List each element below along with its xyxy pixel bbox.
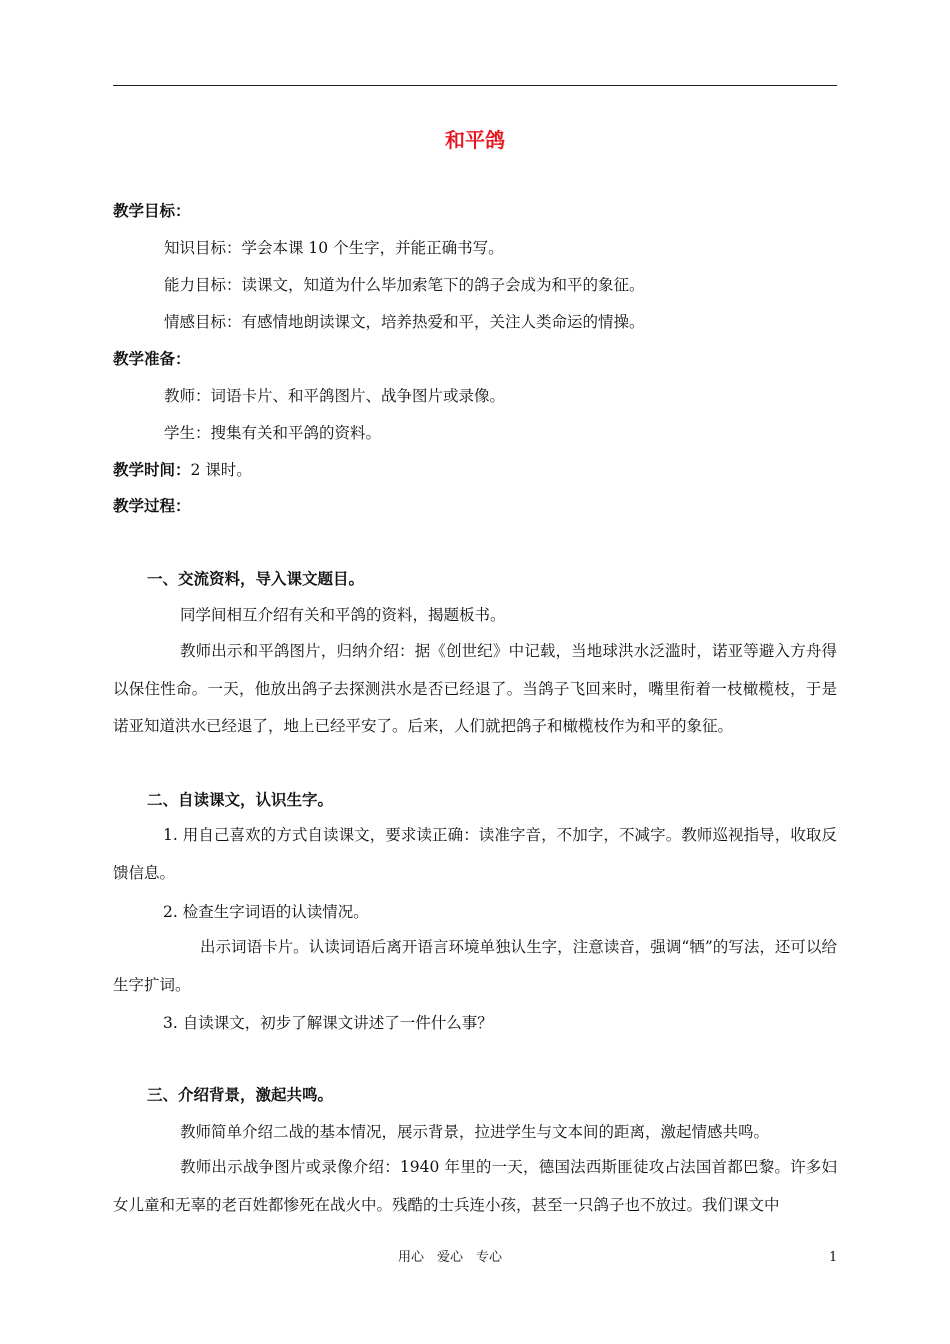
goal-knowledge: 知识目标：学会本课 10 个生字，并能正确书写。 bbox=[164, 239, 504, 257]
goal-emotion: 情感目标：有感情地朗读课文，培养热爱和平，关注人类命运的情操。 bbox=[164, 313, 645, 331]
process-heading: 教学过程： bbox=[113, 497, 191, 515]
prep-teacher: 教师：词语卡片、和平鸽图片、战争图片或录像。 bbox=[164, 387, 506, 405]
section3-heading: 三、介绍背景，激起共鸣。 bbox=[147, 1086, 334, 1104]
section2-heading: 二、自读课文，认识生字。 bbox=[147, 791, 334, 809]
section1-paragraph-1: 同学间相互介绍有关和平鸽的资料，揭题板书。 bbox=[180, 606, 506, 624]
header-rule bbox=[113, 85, 837, 86]
time-label: 教学时间： bbox=[113, 461, 191, 479]
section2-item-2: 2. 检查生字词语的认读情况。 bbox=[163, 903, 369, 921]
section1-paragraph-2: 教师出示和平鸽图片，归纳介绍：据《创世纪》中记载，当地球洪水泛滥时，诺亚等避入方舟得以保住性命。一天，他放出鸽子去探测洪水是否已经退了。当鸽子飞回来时，嘴里衔着一枝橄榄枝，于是诺亚知道洪水已经退了，地上已经平安了。后来，人们就把鸽子和橄榄枝作为和平的象征。 bbox=[113, 642, 837, 735]
section3-paragraph-2: 教师出示战争图片或录像介绍：1940 年里的一天，德国法西斯匪徒攻占法国首都巴黎。许多妇女儿童和无辜的老百姓都惨死在战火中。残酷的士兵连小孩，甚至一只鸽子也不放过。我们课文中 bbox=[113, 1158, 837, 1214]
page-number: 1 bbox=[829, 1250, 838, 1265]
time-value: 2 课时。 bbox=[190, 461, 252, 479]
prep-student: 学生：搜集有关和平鸽的资料。 bbox=[164, 424, 382, 442]
section1-heading: 一、交流资料，导入课文题目。 bbox=[147, 570, 365, 588]
goal-ability: 能力目标：读课文，知道为什么毕加索笔下的鸽子会成为和平的象征。 bbox=[164, 276, 645, 294]
prep-heading: 教学准备： bbox=[113, 350, 191, 368]
goals-heading: 教学目标： bbox=[113, 202, 191, 220]
teaching-time bbox=[113, 460, 252, 480]
section2-item-1: 1. 用自己喜欢的方式自读课文，要求读正确：读准字音，不加字，不减字。教师巡视指导，收取反馈信息。 bbox=[113, 826, 837, 882]
section2-item-3: 3. 自读课文，初步了解课文讲述了一件什么事？ bbox=[163, 1014, 493, 1032]
section3-paragraph-1: 教师简单介绍二战的基本情况，展示背景，拉进学生与文本间的距离，激起情感共鸣。 bbox=[180, 1123, 770, 1141]
section2-item-2-detail: 出示词语卡片。认读词语后离开语言环境单独认生字，注意读音，强调“牺”的写法，还可以给生字扩词。 bbox=[113, 938, 837, 994]
page-title: 和平鸽 bbox=[445, 128, 505, 152]
footer-motto: 用心 爱心 专心 bbox=[398, 1250, 503, 1265]
